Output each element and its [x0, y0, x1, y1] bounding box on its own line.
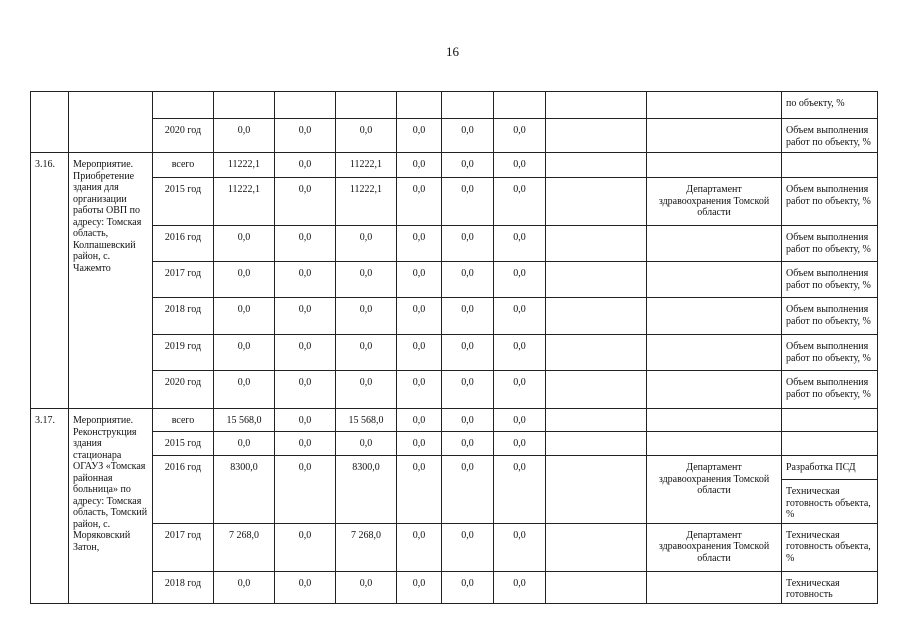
value-cell-v6: 0,0 — [494, 456, 546, 524]
value-cell-v6: 0,0 — [494, 153, 546, 178]
value-cell-v6: 0,0 — [494, 432, 546, 456]
value-cell-v6: 0,0 — [494, 371, 546, 409]
value-cell-total: 7 268,0 — [214, 523, 275, 571]
year-cell: 2015 год — [153, 432, 214, 456]
year-cell: всего — [153, 153, 214, 178]
value-cell-v5: 0,0 — [442, 298, 494, 335]
value-cell-fed — [275, 92, 336, 119]
value-cell-v7 — [546, 335, 647, 371]
value-cell-reg: 15 568,0 — [336, 409, 397, 432]
indicator-cell — [782, 432, 878, 456]
value-cell-v6: 0,0 — [494, 335, 546, 371]
value-cell-v7 — [546, 178, 647, 226]
table-row — [31, 298, 878, 335]
indicator-cell — [782, 409, 878, 432]
number-cell — [31, 92, 69, 153]
value-cell-v5: 0,0 — [442, 432, 494, 456]
indicator-cell: Техническая готовность объекта, % — [782, 523, 878, 571]
table-row — [31, 178, 878, 226]
table-row — [31, 226, 878, 262]
value-cell-v5: 0,0 — [442, 226, 494, 262]
table-row — [31, 523, 878, 571]
value-cell-total: 0,0 — [214, 226, 275, 262]
value-cell-v6: 0,0 — [494, 119, 546, 153]
value-cell-reg: 0,0 — [336, 335, 397, 371]
value-cell-v6 — [494, 92, 546, 119]
value-cell-total: 0,0 — [214, 371, 275, 409]
value-cell-fed: 0,0 — [275, 119, 336, 153]
value-cell-v6: 0,0 — [494, 298, 546, 335]
table-body — [31, 92, 878, 604]
value-cell-reg: 11222,1 — [336, 178, 397, 226]
value-cell-reg: 0,0 — [336, 571, 397, 603]
value-cell-v5: 0,0 — [442, 409, 494, 432]
value-cell-reg: 7 268,0 — [336, 523, 397, 571]
executor-cell — [647, 298, 782, 335]
executor-cell — [647, 262, 782, 298]
value-cell-total: 11222,1 — [214, 153, 275, 178]
value-cell-loc: 0,0 — [397, 119, 442, 153]
value-cell-v7 — [546, 92, 647, 119]
value-cell-loc: 0,0 — [397, 262, 442, 298]
value-cell-fed: 0,0 — [275, 371, 336, 409]
value-cell-fed: 0,0 — [275, 153, 336, 178]
value-cell-total: 0,0 — [214, 119, 275, 153]
executor-cell — [647, 335, 782, 371]
value-cell-total: 8300,0 — [214, 456, 275, 524]
value-cell-v7 — [546, 432, 647, 456]
value-cell-reg: 0,0 — [336, 371, 397, 409]
indicator-cell: Объем выполнения работ по объекту, % — [782, 262, 878, 298]
executor-cell: Департамент здравоохранения Томской области — [647, 456, 782, 524]
value-cell-v5: 0,0 — [442, 371, 494, 409]
executor-cell — [647, 153, 782, 178]
table-row — [31, 456, 878, 480]
value-cell-loc: 0,0 — [397, 371, 442, 409]
value-cell-fed: 0,0 — [275, 335, 336, 371]
indicator-cell: Объем выполнения работ по объекту, % — [782, 178, 878, 226]
value-cell-reg: 0,0 — [336, 119, 397, 153]
name-cell — [69, 92, 153, 153]
value-cell-fed: 0,0 — [275, 571, 336, 603]
indicator-cell: Объем выполнения работ по объекту, % — [782, 298, 878, 335]
value-cell-v5: 0,0 — [442, 523, 494, 571]
executor-cell: Департамент здравоохранения Томской области — [647, 523, 782, 571]
value-cell-v6: 0,0 — [494, 226, 546, 262]
value-cell-loc: 0,0 — [397, 153, 442, 178]
value-cell-loc: 0,0 — [397, 432, 442, 456]
value-cell-fed: 0,0 — [275, 298, 336, 335]
value-cell-loc: 0,0 — [397, 226, 442, 262]
indicator-cell: Объем выполнения работ по объекту, % — [782, 371, 878, 409]
value-cell-v6: 0,0 — [494, 523, 546, 571]
value-cell-reg: 0,0 — [336, 298, 397, 335]
table-row — [31, 571, 878, 603]
value-cell-v5: 0,0 — [442, 178, 494, 226]
year-cell: 2016 год — [153, 456, 214, 524]
value-cell-reg: 0,0 — [336, 226, 397, 262]
value-cell-fed: 0,0 — [275, 178, 336, 226]
value-cell-loc: 0,0 — [397, 456, 442, 524]
value-cell-fed: 0,0 — [275, 226, 336, 262]
value-cell-loc: 0,0 — [397, 178, 442, 226]
program-table — [30, 91, 878, 604]
executor-cell — [647, 432, 782, 456]
executor-cell — [647, 571, 782, 603]
table-row — [31, 409, 878, 432]
value-cell-v7 — [546, 371, 647, 409]
value-cell-loc: 0,0 — [397, 298, 442, 335]
value-cell-fed: 0,0 — [275, 262, 336, 298]
value-cell-v5: 0,0 — [442, 153, 494, 178]
value-cell-total: 11222,1 — [214, 178, 275, 226]
executor-cell — [647, 409, 782, 432]
indicator-cell: по объекту, % — [782, 92, 878, 119]
indicator-cell: Объем выполнения работ по объекту, % — [782, 335, 878, 371]
value-cell-v7 — [546, 153, 647, 178]
indicator-cell — [782, 153, 878, 178]
table-row — [31, 92, 878, 119]
executor-cell — [647, 226, 782, 262]
page-number: 16 — [446, 44, 459, 59]
year-cell: 2018 год — [153, 298, 214, 335]
value-cell-fed: 0,0 — [275, 523, 336, 571]
year-cell: всего — [153, 409, 214, 432]
executor-cell — [647, 119, 782, 153]
value-cell-v7 — [546, 571, 647, 603]
name-cell: Мероприятие. Приобретение здания для организации работы ОВП по адресу: Томская область, Колпашевский район, с. Чажемто — [69, 153, 153, 409]
value-cell-reg: 0,0 — [336, 262, 397, 298]
value-cell-v6: 0,0 — [494, 178, 546, 226]
table-row — [31, 432, 878, 456]
value-cell-total: 0,0 — [214, 298, 275, 335]
value-cell-reg: 0,0 — [336, 432, 397, 456]
indicator-cell: Объем выполнения работ по объекту, % — [782, 226, 878, 262]
number-cell: 3.16. — [31, 153, 69, 409]
year-cell: 2017 год — [153, 523, 214, 571]
indicator-cell: Техническая готовность — [782, 571, 878, 603]
value-cell-v6: 0,0 — [494, 571, 546, 603]
value-cell-fed: 0,0 — [275, 409, 336, 432]
value-cell-v7 — [546, 523, 647, 571]
table-row — [31, 153, 878, 178]
value-cell-total — [214, 92, 275, 119]
indicator-cell: Разработка ПСД — [782, 456, 878, 480]
value-cell-v6: 0,0 — [494, 409, 546, 432]
executor-cell — [647, 371, 782, 409]
table-row — [31, 335, 878, 371]
value-cell-v7 — [546, 262, 647, 298]
indicator-cell: Объем выполнения работ по объекту, % — [782, 119, 878, 153]
value-cell-v7 — [546, 298, 647, 335]
year-cell: 2019 год — [153, 335, 214, 371]
year-cell: 2020 год — [153, 119, 214, 153]
table-row — [31, 371, 878, 409]
value-cell-total: 15 568,0 — [214, 409, 275, 432]
value-cell-v7 — [546, 119, 647, 153]
value-cell-total: 0,0 — [214, 571, 275, 603]
year-cell: 2016 год — [153, 226, 214, 262]
value-cell-v7 — [546, 409, 647, 432]
name-cell: Мероприятие. Реконструкция здания стационара ОГАУЗ «Томская районная больница» по адресу: Томская область, Томский район, с. Моряковский Затон, — [69, 409, 153, 604]
value-cell-v6: 0,0 — [494, 262, 546, 298]
value-cell-loc: 0,0 — [397, 409, 442, 432]
value-cell-v5: 0,0 — [442, 262, 494, 298]
value-cell-loc: 0,0 — [397, 335, 442, 371]
year-cell: 2020 год — [153, 371, 214, 409]
value-cell-loc: 0,0 — [397, 571, 442, 603]
number-cell: 3.17. — [31, 409, 69, 604]
value-cell-reg — [336, 92, 397, 119]
year-cell — [153, 92, 214, 119]
value-cell-v7 — [546, 456, 647, 524]
value-cell-fed: 0,0 — [275, 456, 336, 524]
indicator-cell: Техническая готовность объекта, % — [782, 480, 878, 524]
value-cell-reg: 8300,0 — [336, 456, 397, 524]
value-cell-reg: 11222,1 — [336, 153, 397, 178]
year-cell: 2015 год — [153, 178, 214, 226]
value-cell-total: 0,0 — [214, 335, 275, 371]
executor-cell: Департамент здравоохранения Томской области — [647, 178, 782, 226]
value-cell-v5: 0,0 — [442, 571, 494, 603]
table-row — [31, 262, 878, 298]
value-cell-loc: 0,0 — [397, 523, 442, 571]
value-cell-total: 0,0 — [214, 432, 275, 456]
value-cell-v5: 0,0 — [442, 335, 494, 371]
year-cell: 2017 год — [153, 262, 214, 298]
table-row — [31, 119, 878, 153]
value-cell-total: 0,0 — [214, 262, 275, 298]
value-cell-loc — [397, 92, 442, 119]
value-cell-v5 — [442, 92, 494, 119]
value-cell-v5: 0,0 — [442, 456, 494, 524]
value-cell-fed: 0,0 — [275, 432, 336, 456]
value-cell-v7 — [546, 226, 647, 262]
year-cell: 2018 год — [153, 571, 214, 603]
value-cell-v5: 0,0 — [442, 119, 494, 153]
executor-cell — [647, 92, 782, 119]
